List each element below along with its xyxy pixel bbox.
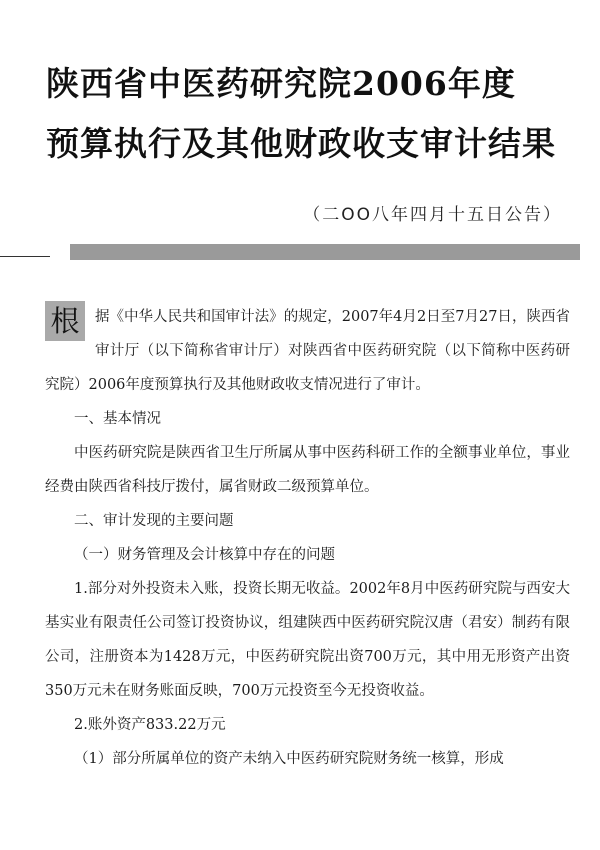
title-line-2: 预算执行及其他财政收支审计结果 (46, 124, 556, 163)
document-body (45, 300, 570, 776)
section1-heading: 一、基本情况 (74, 411, 161, 427)
section1-text: 中医药研究院是陕西省卫生厅所属从事中医药科研工作的全额事业单位，事业经费由陕西省科技厅拨付，属省财政二级预算单位。 (45, 445, 570, 495)
intro-text: 据《中华人民共和国审计法》的规定，2007年4月2日至7月27日，陕西省审计厅（以下简称省审计厅）对陕西省中医药研究院（以下简称中医药研究院）2006年度预算执行及其他财政收支情况进行了审计。 (45, 309, 570, 393)
header-bar (70, 244, 580, 260)
section2-heading: 二、审计发现的主要问题 (74, 513, 234, 529)
intro-paragraph (45, 300, 570, 402)
item2-heading: 2.账外资产833.22万元 (74, 717, 226, 733)
dropcap: 根 (45, 301, 85, 341)
title-line-1: 陕西省中医药研究院2006年度 (46, 64, 516, 103)
announcement-date: （二OO八年四月十五日公告） (303, 205, 562, 225)
item2-sub1: （1）部分所属单位的资产未纳入中医药研究院财务统一核算，形成 (74, 751, 504, 767)
item1-text: 1.部分对外投资未入账，投资长期无收益。2002年8月中医药研究院与西安大基实业有限责任公司签订投资协议，组建陕西中医药研究院汉唐（君安）制药有限公司，注册资本为1428万元，中医药研究院出资700万元，其中用无形资产出资350万元未在财务账面反映，700万元投资至今无投资收益。 (45, 581, 570, 699)
sub1-heading: （一）财务管理及会计核算中存在的问题 (74, 547, 335, 563)
divider-line (0, 256, 50, 257)
